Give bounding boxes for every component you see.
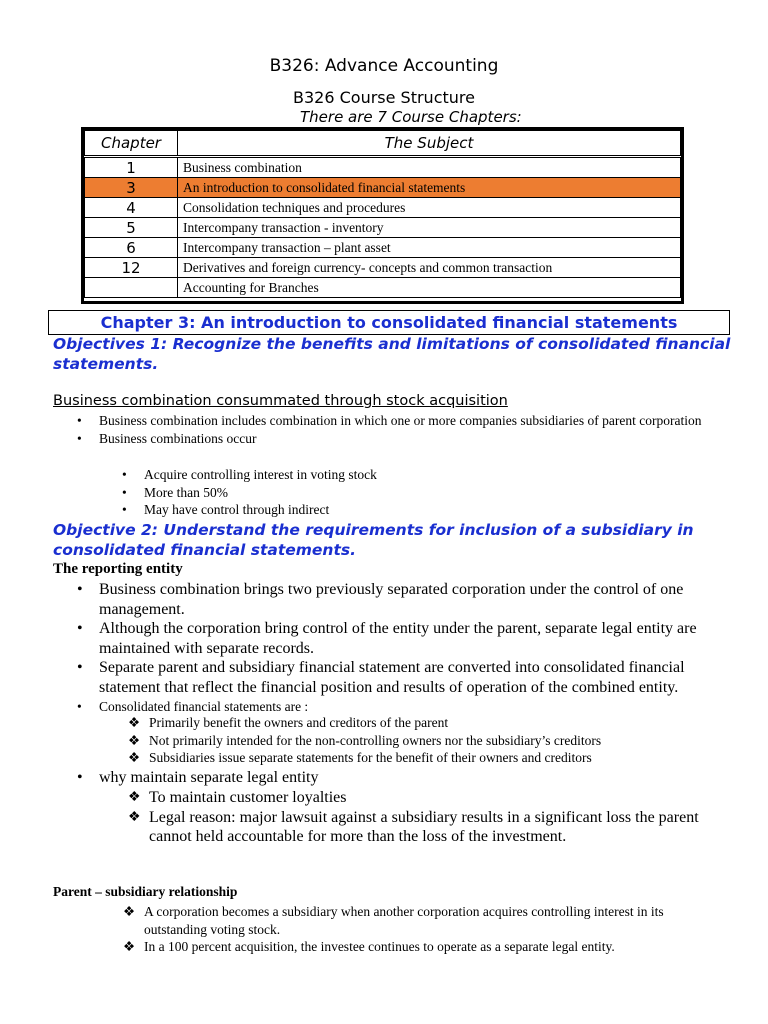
chapter-subject: Intercompany transaction – plant asset — [178, 238, 681, 258]
parent-subsidiary-points-list — [123, 903, 724, 956]
disc-bullet-icon: • — [77, 769, 83, 786]
chapter-number — [85, 278, 178, 298]
list-item: ❖ To maintain customer loyalties — [128, 789, 347, 806]
objective-2: Objective 2: Understand the requirements for inclusion of a subsidiary in consolidated financial statements. — [53, 521, 694, 559]
list-item: • Business combination brings two previously separated corporation under the control of one management. — [77, 581, 684, 618]
four-diamond-bullet-icon: ❖ — [123, 939, 136, 954]
chapter-number: 12 — [85, 258, 178, 278]
table-row — [85, 258, 681, 278]
chapters-table — [81, 127, 684, 304]
four-diamond-bullet-icon: ❖ — [128, 809, 141, 825]
disc-bullet-icon: • — [77, 413, 82, 428]
table-row — [85, 218, 681, 238]
chapter-heading: Chapter 3: An introduction to consolidated financial statements — [48, 310, 730, 335]
four-diamond-bullet-icon: ❖ — [123, 904, 136, 919]
table-row — [85, 278, 681, 298]
list-item: • Acquire controlling interest in voting stock — [122, 467, 377, 482]
list-item: ❖ Not primarily intended for the non-controlling owners nor the subsidiary’s creditors — [128, 732, 602, 748]
list-item: • why maintain separate legal entity — [77, 769, 319, 786]
list-item: ❖ A corporation becomes a subsidiary when another corporation acquires controlling interest in its outstanding voting stock. — [123, 904, 664, 937]
four-diamond-bullet-icon: ❖ — [128, 715, 141, 730]
list-item: • Separate parent and subsidiary financial statement are converted into consolidated financial statement that reflect the financial position and results of operation of the combined entity. — [77, 659, 685, 696]
table-row — [85, 238, 681, 258]
chapter-number: 6 — [85, 238, 178, 258]
why-points-list — [128, 788, 719, 847]
list-item: • Business combination includes combination in which one or more companies subsidiaries of parent corporation — [77, 413, 702, 428]
table-row — [85, 198, 681, 218]
list-item: • Although the corporation bring control of the entity under the parent, separate legal entity are maintained with separate records. — [77, 620, 697, 657]
document-title: B326: Advance Accounting — [269, 56, 499, 76]
chapter-number: 1 — [85, 157, 178, 178]
four-diamond-bullet-icon: ❖ — [128, 750, 141, 765]
table-header-row — [85, 131, 681, 157]
objective-1: Objectives 1: Recognize the benefits and limitations of consolidated financial statements. — [53, 335, 731, 373]
chapter-subject: Accounting for Branches — [178, 278, 681, 298]
disc-bullet-icon: • — [122, 467, 127, 482]
section-heading-parent-subsidiary: Parent – subsidiary relationship — [53, 884, 238, 899]
chapter-subject: Business combination — [178, 157, 681, 178]
disc-bullet-icon: • — [122, 484, 127, 500]
disc-bullet-icon: • — [77, 581, 83, 598]
four-diamond-bullet-icon: ❖ — [128, 732, 141, 748]
consolidated-points-list — [128, 714, 729, 767]
disc-bullet-icon: • — [77, 430, 82, 446]
column-header-subject: The Subject — [178, 131, 681, 157]
list-item: ❖ Legal reason: major lawsuit against a subsidiary results in a significant loss the parent cannot held accountable for more than the loss of the investment. — [128, 808, 699, 845]
chapter-subject: Consolidation techniques and procedures — [178, 198, 681, 218]
why-bullet-list — [77, 768, 719, 788]
list-item: • Business combinations occur — [77, 430, 257, 446]
section-heading-stock-acquisition: Business combination consummated through stock acquisition — [53, 393, 508, 409]
table-row — [85, 157, 681, 178]
list-item: ❖ Primarily benefit the owners and creditors of the parent — [128, 715, 449, 730]
list-item: • More than 50% — [122, 484, 228, 500]
section-heading-reporting-entity: The reporting entity — [53, 561, 183, 577]
list-item: • Consolidated financial statements are : — [77, 699, 309, 714]
disc-bullet-icon: • — [77, 659, 83, 676]
disc-bullet-icon: • — [77, 620, 83, 637]
list-item: ❖ In a 100 percent acquisition, the investee continues to operate as a separate legal entity. — [123, 939, 615, 954]
chapter-subject: Derivatives and foreign currency- concepts and common transaction — [178, 258, 681, 278]
chapter-subject: Intercompany transaction - inventory — [178, 218, 681, 238]
chapter-number: 3 — [85, 178, 178, 198]
chapter-number: 4 — [85, 198, 178, 218]
section1-bullet-list — [77, 412, 719, 447]
section1-sub-bullet-list — [122, 466, 704, 519]
chapter-number: 5 — [85, 218, 178, 238]
chapter-subject: An introduction to consolidated financial statements — [178, 178, 681, 198]
table-row-highlighted — [85, 178, 681, 198]
section2-bullet-list — [77, 580, 719, 716]
disc-bullet-icon: • — [122, 502, 127, 517]
chapters-note: There are 7 Course Chapters: — [300, 108, 522, 126]
four-diamond-bullet-icon: ❖ — [128, 790, 141, 805]
column-header-chapter: Chapter — [85, 131, 178, 157]
list-item: ❖ Subsidiaries issue separate statements for the benefit of their owners and creditors — [128, 750, 592, 765]
course-structure-title: B326 Course Structure — [293, 88, 475, 107]
disc-bullet-icon: • — [77, 699, 82, 714]
list-item: • May have control through indirect — [122, 502, 330, 517]
